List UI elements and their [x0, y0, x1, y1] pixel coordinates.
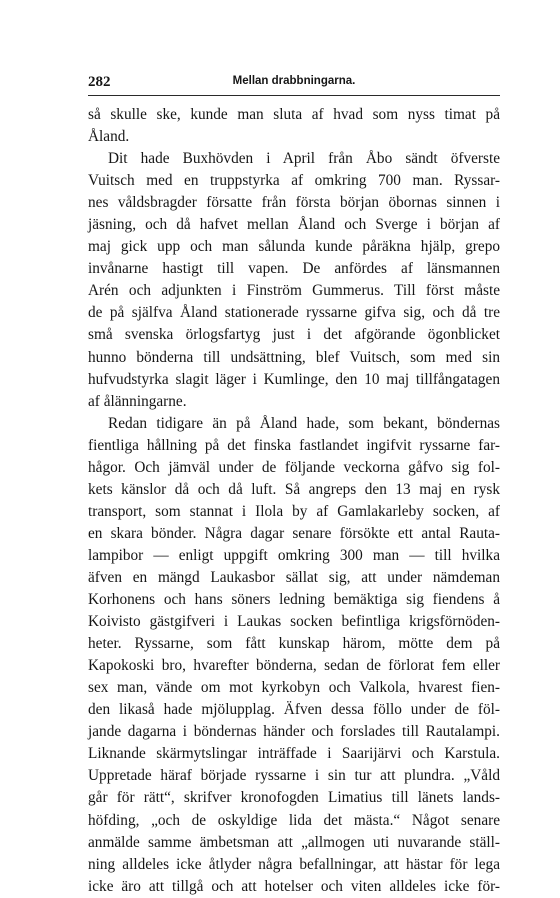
- text-line: nes våldsbragder försatte från första början öbornas sinnen i: [88, 194, 500, 212]
- text-line: små svenska örlogsfartyg just i det afgörande ögonblicket: [88, 326, 500, 344]
- text-line: Arén och adjunkten i Finström Gummerus. Till först måste: [88, 282, 500, 300]
- body-text: [88, 104, 500, 898]
- text-line: den likaså hade mjölupplag. Äfven dessa föllo under de föl-: [88, 701, 500, 719]
- text-line: hufvudstyrka slagit läger i Kumlinge, den 10 maj tillfångatagen: [88, 370, 500, 388]
- text-line: Redan tidigare än på Åland hade, som bekant, böndernas: [108, 414, 500, 432]
- text-line: transport, som stannat i Ilola by af Gamlakarleby socken, af: [88, 502, 500, 520]
- text-line: hågor. Och jämväl under de följande veckorna gåfvo sig fol-: [88, 458, 500, 476]
- text-line: sex man, vände om mot kyrkobyn och Valkola, hvarest fien-: [88, 679, 500, 697]
- page-number: 282: [88, 74, 111, 90]
- text-line: jäsning, och då hafvet mellan Åland och Sverge i början af: [88, 216, 500, 234]
- text-line: höfding, „och de oskyldige lida det mästa.“ Något senare: [88, 811, 500, 829]
- text-line: så skulle ske, kunde man sluta af hvad som nyss timat på: [88, 106, 500, 123]
- text-line: Åland.: [88, 128, 130, 146]
- text-line: Liknande skärmytslingar inträffade i Saarijärvi och Karstula.: [88, 745, 500, 763]
- text-line: Korhonens och hans söners ledning bemäktiga sig fiendens å: [88, 591, 500, 609]
- text-line: Uppretade häraf började ryssarne i sin tur att plundra. „Våld: [88, 767, 500, 785]
- text-line: de på själfva Åland stationerade ryssarne gifva sig, och då tre: [88, 304, 500, 322]
- text-line: jande dagarna i böndernas händer och forslades till Rautalampi.: [88, 723, 500, 741]
- text-line: kets känslor då och då luft. Så angreps den 13 maj en rysk: [88, 480, 500, 498]
- text-line: Kapokoski bro, hvarefter bönderna, sedan de förlorat fem eller: [88, 657, 500, 675]
- header-rule: [88, 95, 500, 96]
- text-line: Vuitsch med en truppstyrka af omkring 700 man. Ryssar-: [88, 172, 500, 190]
- page-header: [88, 74, 500, 94]
- text-line: heter. Ryssarne, som fått kunskap härom, mötte dem på: [88, 635, 500, 653]
- text-line: Koivisto gästgifveri i Laukas socken befintliga krigsförnöden-: [88, 613, 500, 631]
- text-line: en skara bönder. Några dagar senare försökte ett antal Rauta-: [88, 524, 500, 542]
- text-line: af ålänningarne.: [88, 392, 187, 410]
- text-line: lampibor — enligt uppgift omkring 300 man — till hvilka: [88, 546, 500, 564]
- text-line: Dit hade Buxhövden i April från Åbo sändt öfverste: [108, 150, 500, 168]
- running-title: Mellan drabbningarna.: [232, 75, 356, 87]
- text-line: äfven en mängd Laukasbor sällat sig, att under nämdeman: [88, 568, 500, 586]
- text-line: icke äro att tillgå och att hotelser och viten alldeles icke för-: [88, 877, 500, 895]
- text-line: invånarne hastigt till vapen. De anfördes af länsmannen: [88, 260, 500, 278]
- text-line: maj gick upp och man sålunda kunde påräkna hjälp, grepo: [88, 238, 500, 256]
- text-line: går för rätt“, skrifver kronofogden Limatius till länets lands-: [88, 789, 500, 807]
- text-line: ning alldeles icke åtlyder några befallningar, att hästar för lega: [88, 855, 500, 873]
- text-line: hunno bönderna till undsättning, blef Vuitsch, som med sin: [88, 348, 500, 366]
- text-line: anmälde samme ämbetsman att „allmogen uti nuvarande ställ-: [88, 833, 500, 851]
- text-line: fientliga hållning på det finska fastlandet ingifvit ryssarne far-: [88, 436, 500, 454]
